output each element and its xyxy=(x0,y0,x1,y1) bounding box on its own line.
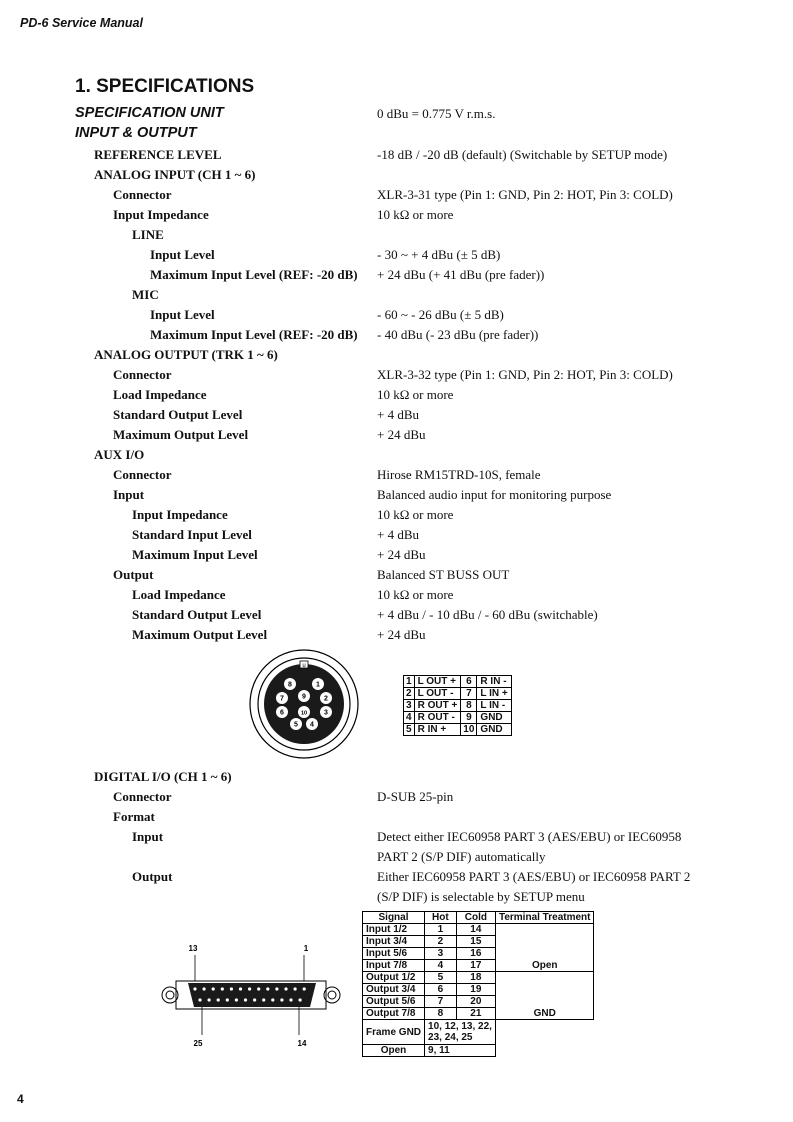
aux-pin-label: 9 xyxy=(302,693,306,701)
dsub-pin xyxy=(230,987,233,990)
signal-cell: Input 3/4 xyxy=(363,936,425,948)
spec-label: Connector xyxy=(113,187,172,202)
spec-row xyxy=(0,545,793,565)
aux-pin-label: 10 xyxy=(300,710,308,717)
spec-value: 10 kΩ or more xyxy=(377,507,454,522)
spec-value: Hirose RM15TRD-10S, female xyxy=(377,467,541,482)
dsub-pin xyxy=(303,987,306,990)
aux-pin-cell: R OUT - xyxy=(414,712,461,724)
dsub-pin xyxy=(289,998,292,1001)
spec-value: + 24 dBu xyxy=(377,547,426,562)
spec-value: - 60 ~ - 26 dBu (± 5 dB) xyxy=(377,307,504,322)
spec-unit-value: 0 dBu = 0.775 V r.m.s. xyxy=(377,106,496,121)
signal-cell: Input 7/8 xyxy=(363,960,425,972)
open-row xyxy=(363,1045,594,1057)
signal-cell: Output 1/2 xyxy=(363,972,425,984)
signal-cell: 17 xyxy=(456,960,495,972)
aux-pin-cell: 10 xyxy=(461,724,477,736)
signal-cell: 1 xyxy=(425,924,457,936)
dsub-pin xyxy=(257,987,260,990)
spec-row xyxy=(0,605,793,625)
signal-cell: 20 xyxy=(456,996,495,1008)
signal-cell: Input 5/6 xyxy=(363,948,425,960)
aux-pin-label: 3 xyxy=(324,709,328,717)
aux-pin-cell: 5 xyxy=(404,724,415,736)
spec-label: ANALOG INPUT (CH 1 ~ 6) xyxy=(94,167,256,182)
dsub-pin xyxy=(299,998,302,1001)
spec-row xyxy=(0,425,793,445)
spec-value: PART 2 (S/P DIF) automatically xyxy=(377,849,546,864)
dsub-pin xyxy=(271,998,274,1001)
dsub-pin xyxy=(203,987,206,990)
spec-value: - 30 ~ + 4 dBu (± 5 dB) xyxy=(377,247,501,262)
aux-pin-cell: R OUT + xyxy=(414,700,461,712)
signal-row xyxy=(363,960,594,972)
terminal-treatment-cell xyxy=(495,984,594,996)
frame-gnd-label: Frame GND xyxy=(363,1020,425,1045)
spec-label: Standard Input Level xyxy=(132,527,252,542)
aux-pin-cell: 2 xyxy=(404,688,415,700)
spec-value: + 4 dBu xyxy=(377,527,420,542)
aux-pin-row xyxy=(404,724,512,736)
spec-row xyxy=(0,827,793,847)
spec-value: Either IEC60958 PART 3 (AES/EBU) or IEC60958 PART 2 xyxy=(377,869,691,884)
aux-pin-cell: 7 xyxy=(461,688,477,700)
aux-pin-cell: GND xyxy=(477,724,511,736)
signal-header: Terminal Treatment xyxy=(495,912,594,924)
spec-label: Input Impedance xyxy=(113,207,209,222)
aux-pin-label: 8 xyxy=(288,681,292,689)
aux-pin-label: 5 xyxy=(294,721,298,729)
spec-value: Balanced audio input for monitoring purpose xyxy=(377,487,612,502)
aux-pin-row xyxy=(404,688,512,700)
spec-value: + 24 dBu (+ 41 dBu (pre fader)) xyxy=(377,267,545,282)
spec-label: Load Impedance xyxy=(132,587,226,602)
spec-unit-heading: SPECIFICATION UNIT xyxy=(75,105,224,121)
spec-label: REFERENCE LEVEL xyxy=(94,147,222,162)
signal-header: Hot xyxy=(425,912,457,924)
dsub-pin xyxy=(253,998,256,1001)
spec-label: MIC xyxy=(132,287,159,302)
dsub-pin xyxy=(239,987,242,990)
spec-row xyxy=(0,767,793,787)
section-title: 1. SPECIFICATIONS xyxy=(75,76,255,97)
signal-cell: Output 5/6 xyxy=(363,996,425,1008)
spec-value: 10 kΩ or more xyxy=(377,207,454,222)
dsub-signal-table xyxy=(362,911,594,1057)
spec-row xyxy=(0,405,793,425)
spec-value: Balanced ST BUSS OUT xyxy=(377,567,510,582)
dsub-figure xyxy=(160,943,345,1053)
aux-pin-cell: 1 xyxy=(404,676,415,688)
aux-pin-cell: R IN - xyxy=(477,676,511,688)
io-heading: INPUT & OUTPUT xyxy=(75,125,197,141)
dsub-pin xyxy=(275,987,278,990)
dsub-pin-25-label: 25 xyxy=(193,1039,203,1048)
spec-label: Standard Output Level xyxy=(132,607,262,622)
aux-pin-cell: L OUT - xyxy=(414,688,461,700)
spec-label: Maximum Input Level (REF: -20 dB) xyxy=(150,267,358,282)
dsub-pin-1-label: 1 xyxy=(303,944,309,953)
aux-pin-cell: 8 xyxy=(461,700,477,712)
aux-pin-cell: R IN + xyxy=(414,724,461,736)
spec-value: + 24 dBu xyxy=(377,427,426,442)
spec-label: Connector xyxy=(113,789,172,804)
aux-connector-figure xyxy=(248,648,360,760)
signal-cell: 7 xyxy=(425,996,457,1008)
spec-label: Standard Output Level xyxy=(113,407,243,422)
spec-row xyxy=(0,165,793,185)
spec-row xyxy=(0,565,793,585)
spec-label: Input xyxy=(132,829,164,844)
spec-row xyxy=(0,525,793,545)
signal-cell: 19 xyxy=(456,984,495,996)
spec-label: Format xyxy=(113,809,155,824)
aux-pin-cell: 4 xyxy=(404,712,415,724)
spec-label: DIGITAL I/O (CH 1 ~ 6) xyxy=(94,769,232,784)
signal-row xyxy=(363,924,594,936)
dsub-pin xyxy=(217,998,220,1001)
dsub-pin xyxy=(266,987,269,990)
aux-key-mark: u xyxy=(302,663,306,669)
aux-pin-row xyxy=(404,700,512,712)
terminal-treatment-cell xyxy=(495,924,594,936)
aux-pin-table xyxy=(403,675,512,736)
signal-cell: Output 7/8 xyxy=(363,1008,425,1020)
dsub-pin xyxy=(294,987,297,990)
aux-pin-face xyxy=(264,664,344,744)
signal-cell: 15 xyxy=(456,936,495,948)
spec-row xyxy=(0,225,793,245)
spec-row xyxy=(0,145,793,165)
dsub-pin xyxy=(280,998,283,1001)
aux-pin-label: 7 xyxy=(280,695,284,703)
signal-header: Signal xyxy=(363,912,425,924)
spec-value: -18 dB / -20 dB (default) (Switchable by SETUP mode) xyxy=(377,147,668,162)
signal-row xyxy=(363,936,594,948)
spec-label: ANALOG OUTPUT (TRK 1 ~ 6) xyxy=(94,347,278,362)
spec-row xyxy=(0,465,793,485)
spec-value: + 4 dBu xyxy=(377,407,420,422)
header-title: PD-6 Service Manual xyxy=(20,16,143,30)
spec-row xyxy=(0,285,793,305)
spec-row xyxy=(0,505,793,525)
spec-row xyxy=(0,787,793,807)
dsub-pin xyxy=(212,987,215,990)
spec-row xyxy=(0,807,793,827)
signal-cell: Output 3/4 xyxy=(363,984,425,996)
spec-row xyxy=(0,245,793,265)
signal-cell: 16 xyxy=(456,948,495,960)
spec-value: XLR-3-32 type (Pin 1: GND, Pin 2: HOT, Pin 3: COLD) xyxy=(377,367,673,382)
signal-cell: 4 xyxy=(425,960,457,972)
spec-row xyxy=(0,867,793,887)
aux-pin-cell: L IN + xyxy=(477,688,511,700)
dsub-pin xyxy=(262,998,265,1001)
frame-gnd-pins: 10, 12, 13, 22, 23, 24, 25 xyxy=(425,1020,496,1045)
dsub-pin xyxy=(208,998,211,1001)
terminal-treatment-cell: Open xyxy=(495,960,594,972)
spec-label: Output xyxy=(132,869,173,884)
signal-header: Cold xyxy=(456,912,495,924)
dsub-pin xyxy=(248,987,251,990)
spec-value: - 40 dBu (- 23 dBu (pre fader)) xyxy=(377,327,539,342)
aux-pin-cell: 3 xyxy=(404,700,415,712)
signal-cell: 21 xyxy=(456,1008,495,1020)
spec-value: 10 kΩ or more xyxy=(377,587,454,602)
spec-label: Connector xyxy=(113,467,172,482)
signal-row xyxy=(363,972,594,984)
aux-pin-label: 2 xyxy=(324,695,328,703)
spec-row xyxy=(0,305,793,325)
terminal-treatment-cell xyxy=(495,972,594,984)
spec-row xyxy=(0,585,793,605)
spec-row xyxy=(0,625,793,645)
spec-value: Detect either IEC60958 PART 3 (AES/EBU) or IEC60958 xyxy=(377,829,682,844)
signal-row xyxy=(363,984,594,996)
spec-label: Input Impedance xyxy=(132,507,228,522)
aux-pin-row xyxy=(404,712,512,724)
dsub-pin xyxy=(235,998,238,1001)
spec-label: AUX I/O xyxy=(94,447,145,462)
spec-row xyxy=(0,365,793,385)
signal-row xyxy=(363,948,594,960)
spec-value: + 4 dBu / - 10 dBu / - 60 dBu (switchable) xyxy=(377,607,598,622)
spec-label: Input Level xyxy=(150,307,215,322)
dsub-pin-13-label: 13 xyxy=(188,944,198,953)
spec-label: Maximum Output Level xyxy=(113,427,249,442)
page-number: 4 xyxy=(17,1092,24,1106)
dsub-pin xyxy=(198,998,201,1001)
dsub-pin xyxy=(193,987,196,990)
open-pins: 9, 11 xyxy=(425,1045,496,1057)
spec-row xyxy=(0,445,793,465)
signal-cell: 3 xyxy=(425,948,457,960)
spec-label: Load Impedance xyxy=(113,387,207,402)
spec-value: 10 kΩ or more xyxy=(377,387,454,402)
spec-label: Output xyxy=(113,567,154,582)
spec-value: (S/P DIF) is selectable by SETUP menu xyxy=(377,889,585,904)
aux-pin-label: 1 xyxy=(316,681,320,689)
dsub-pin xyxy=(284,987,287,990)
signal-row xyxy=(363,996,594,1008)
spec-label: Maximum Input Level (REF: -20 dB) xyxy=(150,327,358,342)
open-label: Open xyxy=(363,1045,425,1057)
spec-value: D-SUB 25-pin xyxy=(377,789,454,804)
spec-row xyxy=(0,325,793,345)
dsub-pin-14-label: 14 xyxy=(297,1039,307,1048)
spec-label: Input Level xyxy=(150,247,215,262)
spec-row xyxy=(0,205,793,225)
spec-row xyxy=(0,485,793,505)
spec-label: Connector xyxy=(113,367,172,382)
signal-cell: 18 xyxy=(456,972,495,984)
spec-row xyxy=(0,265,793,285)
signal-cell: 2 xyxy=(425,936,457,948)
spec-label: Maximum Output Level xyxy=(132,627,268,642)
dsub-face xyxy=(188,983,316,1007)
spec-row xyxy=(0,847,793,867)
aux-pin-label: 6 xyxy=(280,709,284,717)
spec-value: + 24 dBu xyxy=(377,627,426,642)
spec-row xyxy=(0,887,793,907)
terminal-treatment-cell xyxy=(495,948,594,960)
signal-cell: Input 1/2 xyxy=(363,924,425,936)
aux-pin-cell: GND xyxy=(477,712,511,724)
dsub-pin xyxy=(244,998,247,1001)
aux-pin-cell: L IN - xyxy=(477,700,511,712)
spec-row xyxy=(0,385,793,405)
aux-pin-cell: L OUT + xyxy=(414,676,461,688)
terminal-treatment-cell: GND xyxy=(495,1008,594,1020)
spec-label: Input xyxy=(113,487,145,502)
spec-row xyxy=(0,345,793,365)
aux-pin-cell: 9 xyxy=(461,712,477,724)
aux-pin-cell: 6 xyxy=(461,676,477,688)
spec-label: Maximum Input Level xyxy=(132,547,258,562)
spec-row xyxy=(0,185,793,205)
terminal-treatment-cell xyxy=(495,936,594,948)
signal-cell: 6 xyxy=(425,984,457,996)
dsub-pin xyxy=(226,998,229,1001)
spec-label: LINE xyxy=(132,227,164,242)
aux-pin-label: 4 xyxy=(310,721,314,729)
signal-cell: 5 xyxy=(425,972,457,984)
aux-pin-row xyxy=(404,676,512,688)
frame-gnd-row xyxy=(363,1020,594,1045)
signal-row xyxy=(363,1008,594,1020)
spec-value: XLR-3-31 type (Pin 1: GND, Pin 2: HOT, Pin 3: COLD) xyxy=(377,187,673,202)
signal-cell: 8 xyxy=(425,1008,457,1020)
terminal-treatment-cell xyxy=(495,996,594,1008)
dsub-pin xyxy=(221,987,224,990)
signal-cell: 14 xyxy=(456,924,495,936)
